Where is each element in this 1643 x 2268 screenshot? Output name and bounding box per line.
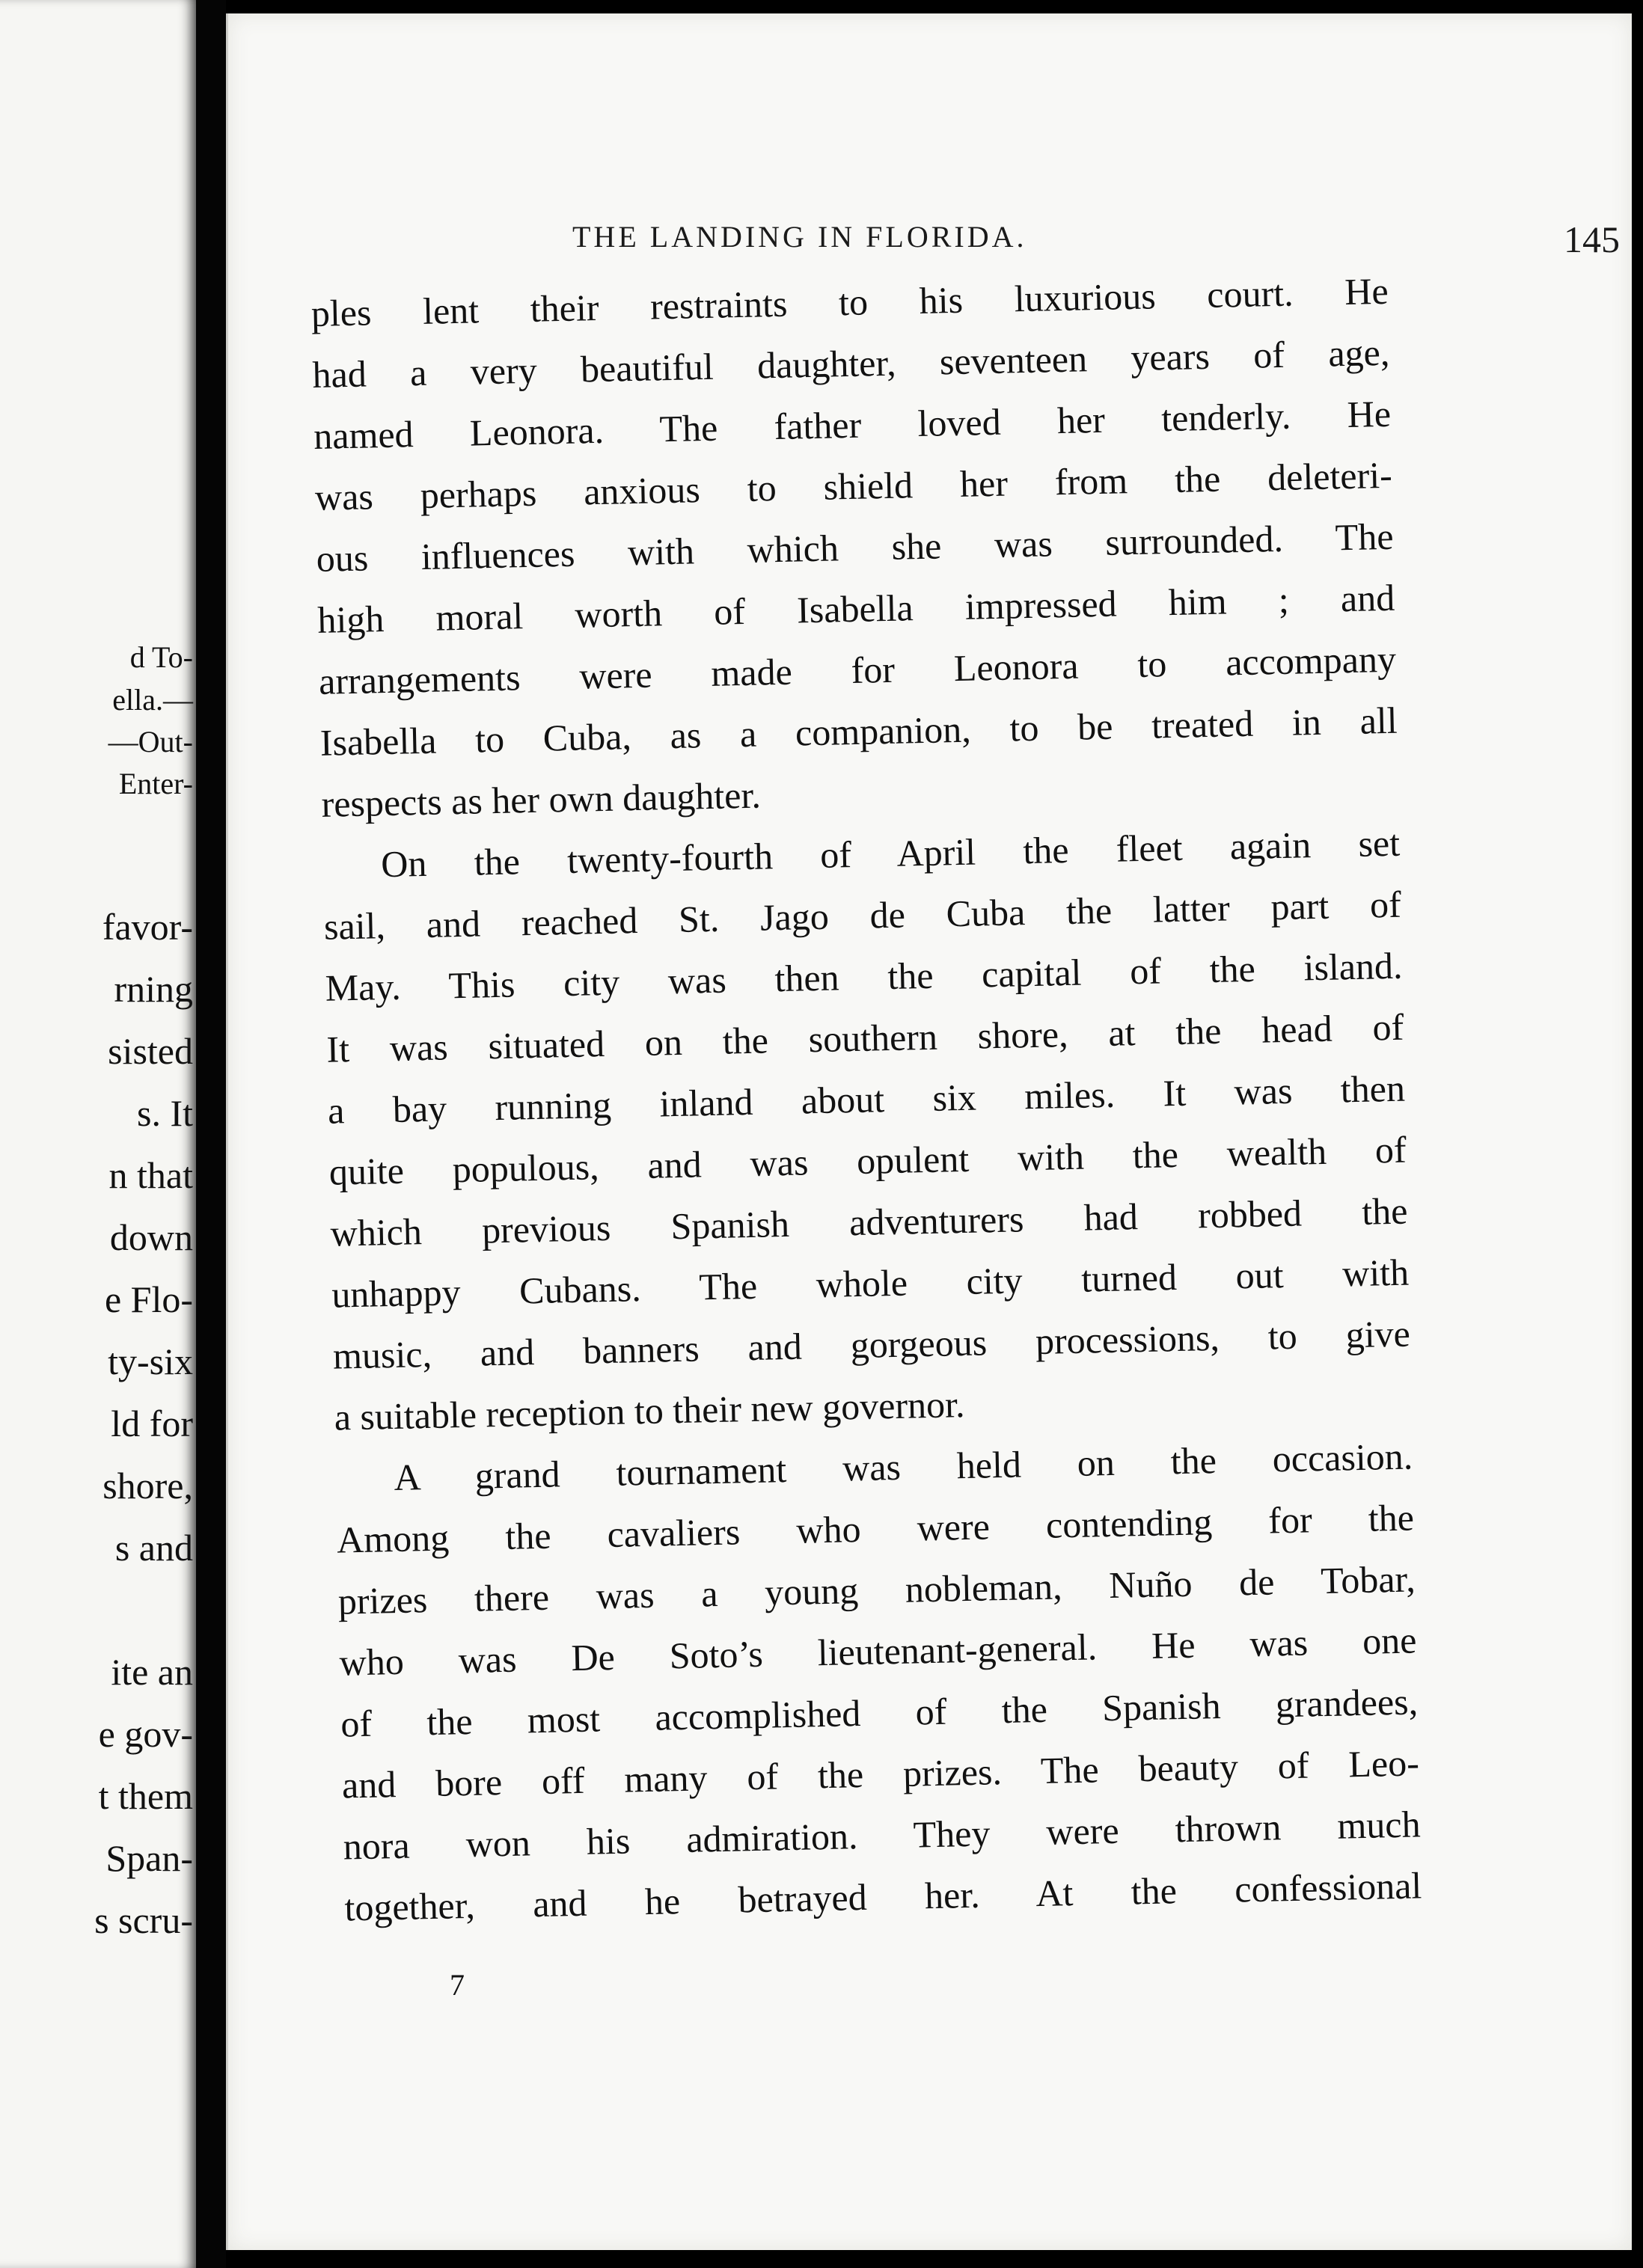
running-head: THE LANDING IN FLORIDA. [572,220,1027,254]
facing-text-fragment: e Flo- [104,1278,193,1320]
text-line: high moral worth of Isabella impressed him ; and [316,576,1395,641]
facing-text-fragment: s. It [137,1092,193,1134]
text-line: had a very beautiful daughter, seventeen years of age, [311,331,1390,396]
text-line: quite populous, and was opulent with the wealth of [328,1128,1407,1193]
text-line: ples lent their restraints to his luxurious court. He [310,269,1389,334]
facing-text-fragment: sisted [108,1030,193,1072]
facing-text-fragment: s scru- [94,1899,193,1941]
facing-page [0,0,196,2268]
sidenote-line: —Out- [108,725,193,758]
text-line: unhappy Cubans. The whole city turned out with [331,1251,1410,1316]
book-page [226,13,1632,2250]
text-line: together, and he betrayed her. At the confessional [343,1864,1422,1929]
text-line: Isabella to Cuba, as a companion, to be treated in all [319,699,1398,764]
facing-text-fragment: ld for [111,1403,193,1444]
text-line: May. This city was then the capital of the island. [325,944,1404,1009]
signature-mark: 7 [450,1968,465,2002]
facing-text-fragment: e gov- [98,1713,193,1755]
facing-text-fragment: t them [98,1775,193,1817]
body-text [310,260,1422,1939]
text-line: respects as her own daughter. [321,773,762,825]
page-number: 145 [1564,218,1620,260]
text-line: named Leonora. The father loved her tenderly. He [313,392,1392,457]
facing-text-fragment: ite an [111,1651,193,1693]
sidenote-line: ella.— [112,683,193,717]
text-line: a suitable reception to their new governor. [334,1383,965,1438]
facing-text-fragment: n that [108,1154,193,1196]
text-line: On the twenty-fourth of April the fleet again set [380,821,1401,886]
sidenote-line: Enter- [118,767,193,800]
text-line: a bay running inland about six miles. It was then [327,1067,1406,1132]
facing-text-fragment: shore, [103,1465,193,1507]
facing-text-fragment: Span- [105,1837,193,1879]
text-line: A grand tournament was held on the occasion. [393,1435,1413,1499]
facing-text-fragment: down [109,1216,193,1258]
text-line: and bore off many of the prizes. The beauty of Leo- [341,1741,1420,1806]
text-line: prizes there was a young nobleman, Nuño de Tobar, [337,1557,1416,1622]
text-line: ous influences with which she was surrounded. The [316,515,1394,580]
text-line: Among the cavaliers who were contending for the [336,1496,1415,1561]
facing-text-fragment: s and [114,1527,193,1569]
text-line: who was De Soto’s lieutenant-general. He was one [339,1619,1417,1684]
text-line: was perhaps anxious to shield her from the deleteri- [314,453,1393,518]
text-line: which previous Spanish adventurers had robbed the [330,1189,1408,1254]
text-line: arrangements were made for Leonora to accompany [318,637,1397,702]
text-line: It was situated on the southern shore, at the head of [325,1005,1404,1070]
text-line: of the most accomplished of the Spanish grandees, [340,1680,1419,1745]
facing-text-fragment: rning [114,968,193,1010]
text-line: sail, and reached St. Jago de Cuba the latter part of [323,883,1402,948]
page-header [572,197,1620,272]
book-gutter [196,0,226,2268]
text-line: music, and banners and gorgeous processions, to give [332,1312,1411,1377]
facing-text-fragment: ty-six [108,1340,193,1382]
facing-text-fragment: favor- [102,906,193,948]
text-line: nora won his admiration. They were thrown much [343,1803,1422,1868]
sidenote-line: d To- [129,640,193,674]
